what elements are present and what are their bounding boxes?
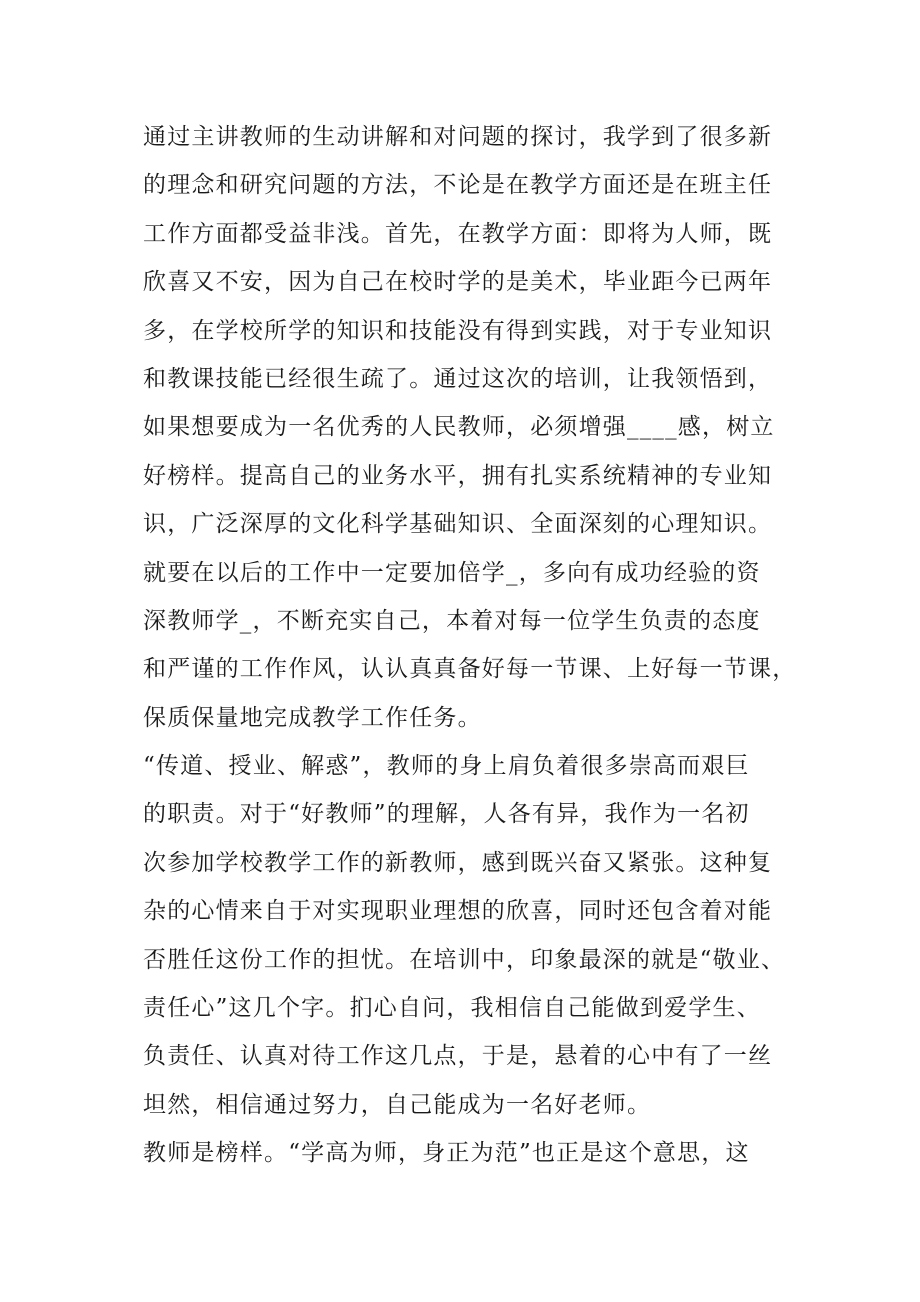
text-line: 负责任、认真对待工作这几点，于是，悬着的心中有了一丝	[143, 1043, 773, 1070]
text-line: 保质保量地完成教学工作任务。	[143, 704, 482, 731]
text-line: 和教课技能已经很生疏了。通过这次的培训，让我领悟到，	[143, 365, 773, 392]
text-line: 的职责。对于“好教师”的理解，人各有异，我作为一名初	[143, 801, 750, 828]
text-line: 坦然，相信通过努力，自己能成为一名好老师。	[143, 1091, 652, 1118]
text-line: 如果想要成为一名优秀的人民教师，必须增强____感，树立	[143, 414, 775, 441]
text-line: 通过主讲教师的生动讲解和对问题的探讨，我学到了很多新	[143, 124, 773, 150]
text-line: “传道、授业、解惑”，教师的身上肩负着很多崇高而艰巨	[143, 753, 750, 780]
text-line: 就要在以后的工作中一定要加倍学_，多向有成功经验的资	[143, 559, 761, 586]
document-body	[143, 113, 803, 1178]
text-line: 的理念和研究问题的方法，不论是在教学方面还是在班主任	[143, 172, 773, 199]
text-line: 多，在学校所学的知识和技能没有得到实践，对于专业知识	[143, 317, 773, 344]
text-line: 欣喜又不安，因为自己在校时学的是美术，毕业距今已两年	[143, 269, 773, 296]
text-line: 好榜样。提高自己的业务水平，拥有扎实系统精神的专业知	[143, 462, 773, 489]
text-line: 教师是榜样。“学高为师，身正为范”也正是这个意思，这	[143, 1140, 750, 1167]
text-line: 深教师学_，不断充实自己，本着对每一位学生负责的态度	[143, 607, 761, 634]
text-line: 识，广泛深厚的文化科学基础知识、全面深刻的心理知识。	[143, 511, 773, 538]
text-line: 杂的心情来自于对实现职业理想的欣喜，同时还包含着对能	[143, 898, 773, 925]
text-line: 否胜任这份工作的担忧。在培训中，印象最深的就是“敬业、	[143, 946, 786, 973]
text-line: 次参加学校教学工作的新教师，感到既兴奋又紧张。这种复	[143, 849, 773, 876]
text-line: 工作方面都受益非浅。首先，在教学方面：即将为人师，既	[143, 220, 773, 247]
text-line: 责任心”这几个字。扪心自问，我相信自己能做到爱学生、	[143, 995, 761, 1022]
text-line: 和严谨的工作作风，认认真真备好每一节课、上好每一节课，	[143, 656, 797, 683]
